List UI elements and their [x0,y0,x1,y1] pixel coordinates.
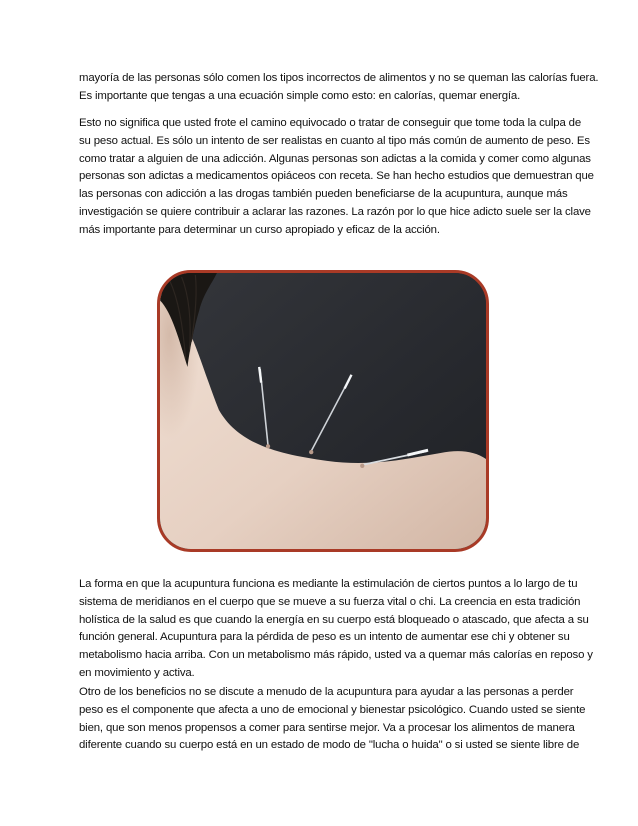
text-line: holística de la salud es que cuando la energía en su cuerpo está bloqueado o atascado, que afecta a su [79,613,589,626]
text-line: bien, que son menos propensos a comer para sentirse mejor. Va a procesar los alimentos de manera [79,721,575,734]
text-line: más importante para determinar un curso apropiado y eficaz de la acción. [79,223,440,236]
text-line: metabolismo hacia arriba. Con un metabolismo más rápido, usted va a quemar más calorías en reposo y [79,649,593,662]
text-line: peso es el componente que afecta a uno de emocional y bienestar psicológico. Cuando usted se siente [79,703,586,716]
text-line: como tratar a alguien de una adicción. Algunas personas son adictas a la comida y comer como algunas [79,152,591,165]
paragraph-3 [79,576,593,683]
text-line: su peso actual. Es sólo un intento de ser realistas en cuanto al tipo más común de aumento de peso. Es [79,134,590,147]
text-line: las personas con adicción a las drogas también pueden beneficiarse de la acupuntura, aunque más [79,188,568,201]
text-line: en movimiento y activa. [79,666,195,679]
paragraph-1 [79,70,599,106]
text-line: personas son adictas a medicamentos opiáceos con receta. Se han hecho estudios que demuestran que [79,170,594,183]
text-line: investigación se quiere contribuir a aclarar las razones. La razón por lo que hice adicto suele ser la clave [79,205,591,218]
paragraph-2 [79,115,594,240]
text-line: Esto no significa que usted frote el camino equivocado o tratar de conseguir que tome toda la culpa de [79,117,582,129]
acupuncture-photo [157,270,489,552]
text-line: sistema de meridianos en el cuerpo que se mueve a su fuerza vital o chi. La creencia en esta tradición [79,595,581,608]
text-line: Otro de los beneficios no se discute a menudo de la acupuntura para ayudar a las personas a perder [79,686,574,698]
text-line: Es importante que tengas a una ecuación simple como esto: en calorías, quemar energía. [79,89,521,102]
acupuncture-illustration [160,273,486,549]
text-line: mayoría de las personas sólo comen los tipos incorrectos de alimentos y no se queman las calorías fuera. [79,72,599,84]
paragraph-4 [79,684,586,755]
text-line: diferente cuando su cuerpo está en un estado de modo de "lucha o huida" o si usted se siente libre de [79,739,580,752]
text-line: La forma en que la acupuntura funciona es mediante la estimulación de ciertos puntos a lo largo de tu [79,578,578,590]
text-line: función general. Acupuntura para la pérdida de peso es un intento de aumentar ese chi y obtener su [79,631,570,644]
